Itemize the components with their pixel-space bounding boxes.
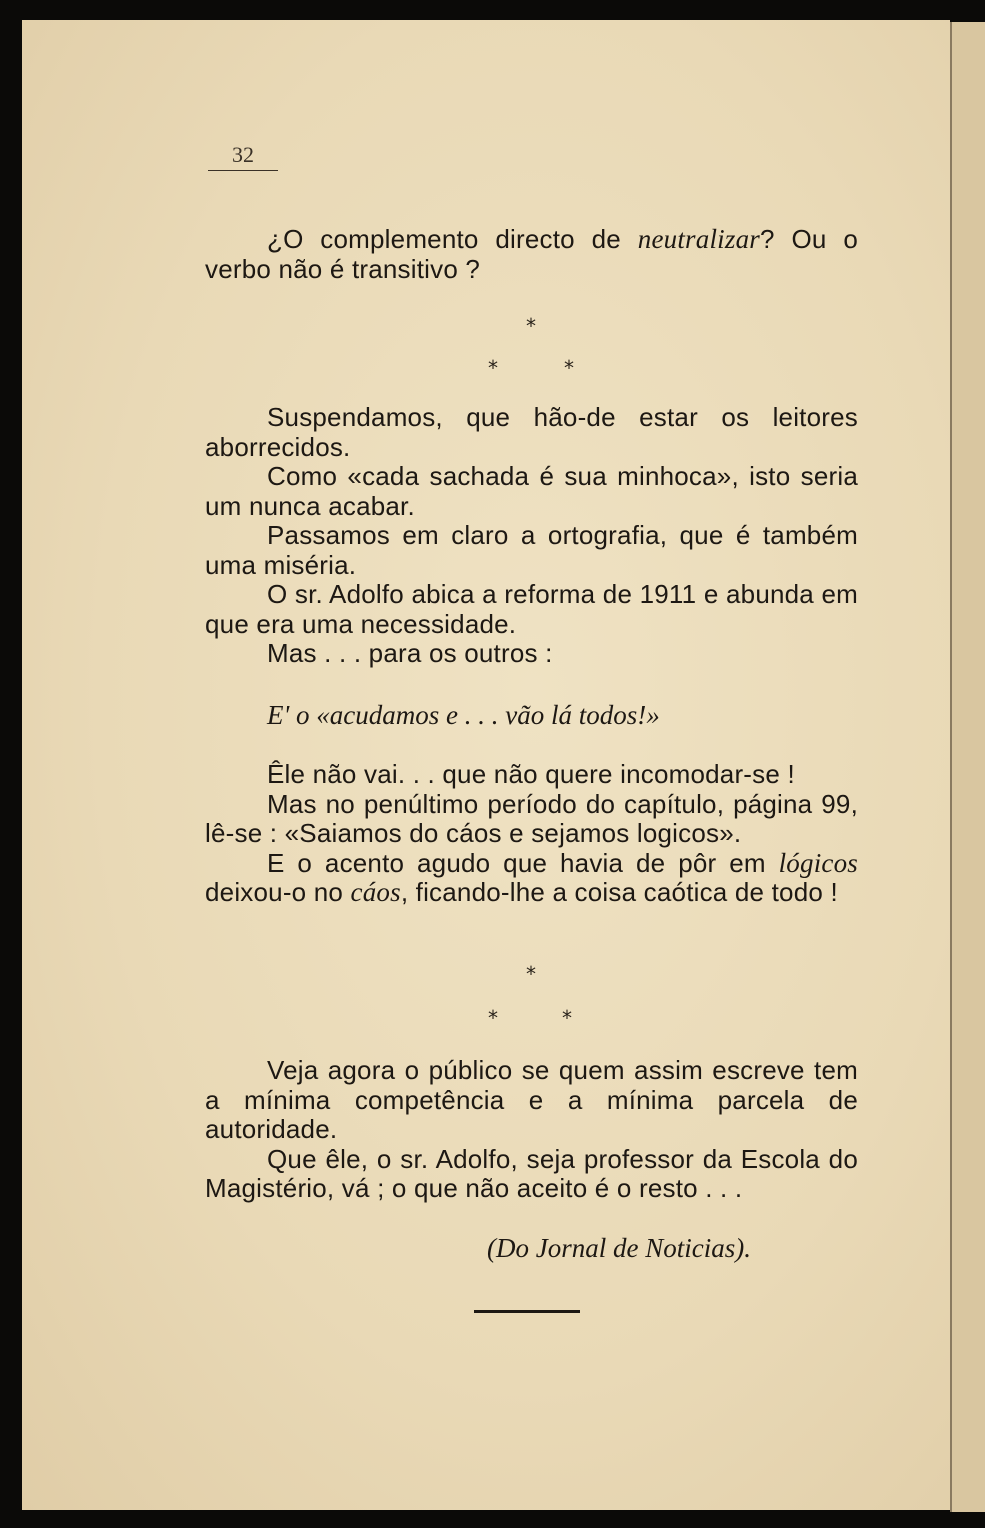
asterisk: * [488, 356, 498, 380]
paragraph-11: Que êle, o sr. Adolfo, seja professor da Escola do Magistério, vá ; o que não aceito é o resto . . . [205, 1143, 858, 1203]
end-rule [474, 1310, 580, 1313]
paragraph-10: Veja agora o público se quem assim escreve tem a mínima competência e a mínima parcela de autoridade. [205, 1055, 858, 1144]
asterisk: * [488, 1006, 498, 1030]
paragraph-9: E o acento agudo que havia de pôr em lógicos deixou-o no cáos, ficando-lhe a coisa caótica de todo ! [205, 847, 858, 907]
body-block-1 [205, 403, 858, 669]
body-block-2 [205, 760, 858, 908]
asterisk: * [526, 962, 536, 986]
page-number: 32 [208, 142, 278, 171]
adjacent-page-edge [950, 22, 985, 1512]
asterisk: * [562, 1006, 572, 1030]
source-credit: (Do Jornal de Noticias). [487, 1233, 751, 1263]
paragraph-8: Mas no penúltimo período do capítulo, página 99, lê-se : «Saiamos do cáos e sejamos logicos». [205, 788, 858, 848]
paragraph-3: Como «cada sachada é sua minhoca», isto seria um nunca acabar. [205, 461, 858, 521]
asterisk: * [526, 314, 536, 338]
asterisk: * [564, 356, 574, 380]
paragraph-1: ¿O complemento directo de neutralizar? Ou o verbo não é transitivo ? [205, 224, 858, 284]
paragraph-7: Êle não vai. . . que não quere incomodar-se ! [267, 759, 795, 789]
italic-quote: E' o «acudamos e . . . vão lá todos!» [267, 700, 660, 730]
italic-word: neutralizar [637, 224, 760, 254]
paragraph-2: Suspendamos, que hão-de estar os leitores aborrecidos. [205, 402, 858, 462]
body-block-3 [205, 1056, 858, 1204]
paragraph-4: Passamos em claro a ortografia, que é também uma miséria. [205, 520, 858, 580]
paragraph-6: Mas . . . para os outros : [267, 638, 553, 668]
paragraph-5: O sr. Adolfo abica a reforma de 1911 e abunda em que era uma necessidade. [205, 579, 858, 639]
